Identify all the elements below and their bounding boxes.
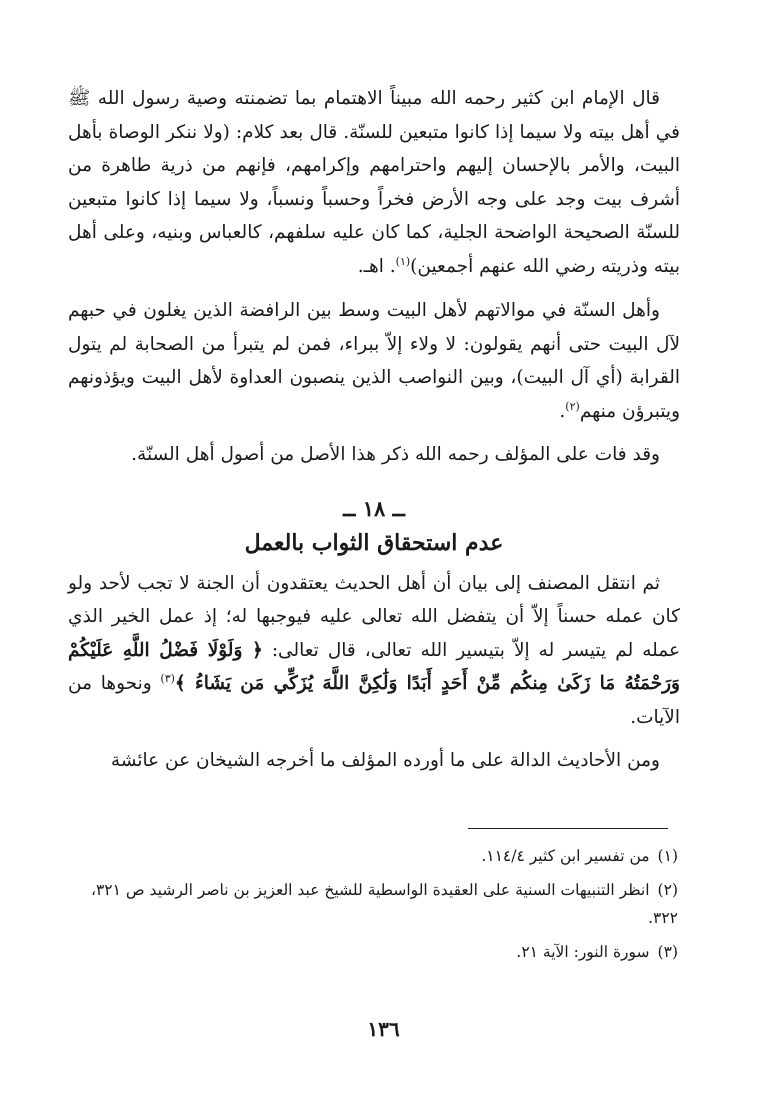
footnote-ref: (١)	[395, 254, 411, 268]
footnote-ref: (٢)	[565, 399, 580, 413]
quran-verse: ﴿ وَلَوْلَا فَضْلُ اللَّهِ عَلَيْكُمْ وَرَحْمَتُهُ مَا زَكَىٰ مِنكُم مِّنْ أَحَدٍ أَبَدًا وَلَٰكِنَّ اللَّهَ يُزَكِّي مَن يَشَاءُ ﴾	[68, 639, 680, 694]
paragraph-author-note: وقد فات على المؤلف رحمه الله ذكر هذا الأصل من أصول أهل السنّة.	[131, 444, 660, 465]
paragraph-end: . اهـ.	[357, 255, 396, 277]
footnote-number: (٣)	[657, 943, 678, 961]
footnote-text: سورة النور: الآية ٢١.	[516, 943, 650, 961]
footnote-divider	[468, 828, 668, 829]
paragraph-text: ثم انتقل المصنف إلى بيان أن أهل الحديث يعتقدون أن الجنة لا تجب لأحد ولو كان عمله حسناً إلاّ أن يتفضل الله تعالى عليه فيوجبها له؛ إذ عمل الخير الذي عمله لم يتيسر له إلاّ بتيسير الله تعالى، قال تعالى:	[68, 572, 680, 661]
footnote-text: انظر التنبيهات السنية على العقيدة الواسطية للشيخ عبد العزيز بن ناصر الرشيد ص ٣٢١، ٣٢٢.	[90, 881, 678, 927]
footnote-1	[78, 842, 678, 870]
main-text	[68, 82, 680, 788]
footnote-number: (٢)	[657, 881, 678, 899]
footnote-3	[78, 938, 678, 966]
paragraph-text: قال الإمام ابن كثير رحمه الله مبيناً الاهتمام بما تضمنته وصية رسول الله ﷺ في أهل بيته ولا سيما إذا كانوا متبعين للسنّة. قال بعد كلام: (ولا ننكر الوصاة بأهل البيت، والأمر بالإحسان إليهم واحترامهم وإكرامهم، فإنهم من ذرية طاهرة من أشرف بيت وجد على وجه الأرض فخراً وحسباً ونسباً، ولا سيما إذا كانوا متبعين للسنّة الصحيحة الواضحة الجلية، كما كان عليه سلفهم، كالعباس وبنيه، وعلى أهل بيته وذريته رضي الله عنهم أجمعين)	[68, 88, 680, 277]
footnotes	[78, 842, 678, 972]
paragraph-end: ونحوها من الآيات.	[68, 673, 680, 728]
paragraph-ibn-kathir-quote	[68, 82, 680, 283]
footnote-2	[78, 876, 678, 932]
footnote-ref: (٣)	[160, 671, 175, 685]
footnote-text: من تفسير ابن كثير ١١٤/٤.	[481, 847, 650, 865]
section-title: عدم استحقاق الثواب بالعمل	[244, 530, 504, 556]
paragraph-end: .	[559, 400, 566, 422]
paragraph-text: وأهل السنّة في موالاتهم لأهل البيت وسط بين الرافضة الذين يغلون في حبهم لآل البيت حتى أنهم يقولون: لا ولاء إلاّ ببراء، فمن لم يتبرأ من الصحابة لم يتول القرابة (أي آل البيت)، وبين النواصب الذين ينصبون العداوة لأهل البيت ويؤذونهم ويتبرؤن منهم	[68, 300, 680, 422]
paragraph-jannah	[68, 567, 680, 735]
section-number: ــ ١٨ ــ	[343, 495, 405, 521]
paragraph-hadith: ومن الأحاديث الدالة على ما أورده المؤلف ما أخرجه الشيخان عن عائشة	[110, 750, 660, 771]
page-number: ١٣٦	[367, 1017, 400, 1041]
footnote-number: (١)	[657, 847, 678, 865]
paragraph-ahl-sunnah	[68, 294, 680, 428]
